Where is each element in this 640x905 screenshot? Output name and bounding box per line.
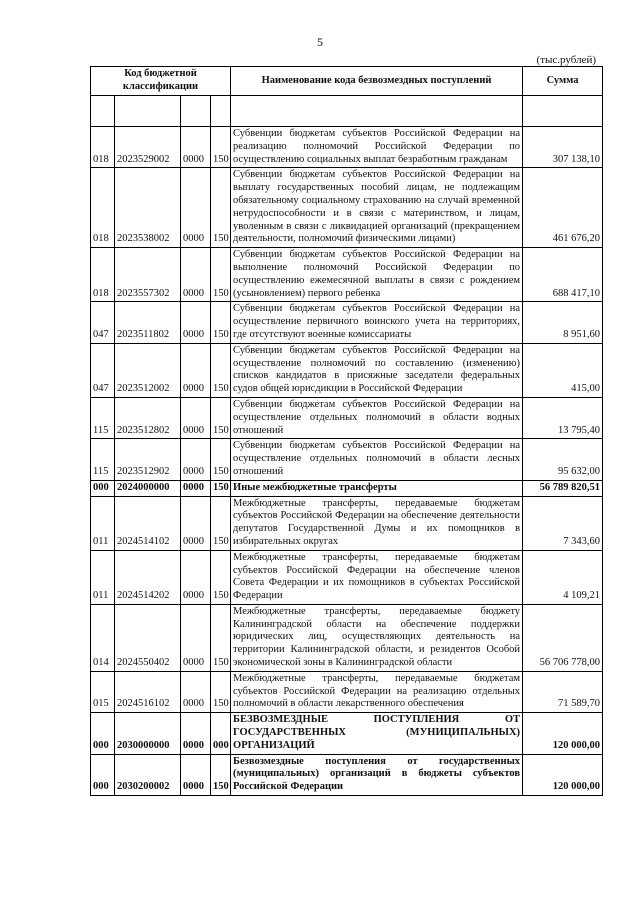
admin-code-cell: 047 [91,343,115,397]
program-code-cell: 0000 [181,671,211,712]
program-code-cell: 0000 [181,550,211,604]
type-code-cell: 2023511802 [115,302,181,343]
sum-cell: 688 417,10 [523,248,603,302]
admin-code-cell: 047 [91,302,115,343]
name-cell: Межбюджетные трансферты, передаваемые бюджетам субъектов Российской Федерации на обеспечение членов Совета Федерации и их помощников в субъектах Российской Федерации [231,550,523,604]
program-code-cell: 0000 [181,397,211,438]
type-code-cell: 2024550402 [115,604,181,671]
sum-cell: 8 951,60 [523,302,603,343]
name-cell: Межбюджетные трансферты, передаваемые бюджетам субъектов Российской Федерации на обеспечение деятельности депутатов Государственной Думы и их помощников в избирательных округах [231,496,523,550]
header-sum: Сумма [523,67,603,96]
program-code-cell: 0000 [181,127,211,168]
table-row [91,439,603,480]
sum-cell: 95 632,00 [523,439,603,480]
table-row [91,713,603,754]
admin-code-cell: 011 [91,550,115,604]
name-cell: Иные межбюджетные трансферты [231,480,523,496]
sum-cell: 120 000,00 [523,713,603,754]
type-code-cell: 2024514102 [115,496,181,550]
program-code-cell: 0000 [181,754,211,795]
table-row [91,480,603,496]
table-row [91,754,603,795]
admin-code-cell: 115 [91,439,115,480]
admin-code-cell: 018 [91,127,115,168]
type-code-cell: 2024516102 [115,671,181,712]
type-code-cell: 2023512902 [115,439,181,480]
type-code-cell: 2030200002 [115,754,181,795]
economic-code-cell: 150 [211,127,231,168]
table-row [91,343,603,397]
sum-cell: 56 789 820,51 [523,480,603,496]
header-name: Наименование кода безвозмездных поступлений [231,67,523,96]
sum-cell: 415,00 [523,343,603,397]
admin-code-cell: 115 [91,397,115,438]
economic-code-cell: 150 [211,248,231,302]
sum-cell: 4 109,21 [523,550,603,604]
program-code-cell: 0000 [181,713,211,754]
admin-code-cell: 000 [91,713,115,754]
admin-code-cell: 000 [91,754,115,795]
economic-code-cell: 150 [211,302,231,343]
program-code-cell: 0000 [181,496,211,550]
program-code-cell: 0000 [181,343,211,397]
table-row [91,248,603,302]
program-code-cell: 0000 [181,248,211,302]
economic-code-cell: 150 [211,671,231,712]
name-cell: Субвенции бюджетам субъектов Российской Федерации на выполнение полномочий Российской Федерации по осуществлению ежемесячной выплаты в связи с рождением (усыновлением) первого ребенка [231,248,523,302]
budget-table [90,66,603,796]
page-number: 5 [317,35,323,49]
table-row [91,302,603,343]
name-cell: Субвенции бюджетам субъектов Российской Федерации на осуществление первичного воинского учета на территориях, где отсутствуют военные комиссариаты [231,302,523,343]
type-code-cell: 2023529002 [115,127,181,168]
economic-code-cell: 150 [211,550,231,604]
admin-code-cell: 015 [91,671,115,712]
economic-code-cell: 150 [211,480,231,496]
name-cell: Субвенции бюджетам субъектов Российской Федерации на осуществление отдельных полномочий в области лесных отношений [231,439,523,480]
economic-code-cell: 150 [211,496,231,550]
economic-code-cell: 150 [211,397,231,438]
type-code-cell: 2023557302 [115,248,181,302]
name-cell: Межбюджетные трансферты, передаваемые бюджетам субъектов Российской Федерации на реализацию отдельных полномочий в области лекарственного обеспечения [231,671,523,712]
table-row [91,671,603,712]
sum-cell: 7 343,60 [523,496,603,550]
units-label: (тыс.рублей) [536,54,596,66]
program-code-cell: 0000 [181,439,211,480]
economic-code-cell: 150 [211,439,231,480]
economic-code-cell: 150 [211,168,231,248]
table-row [91,168,603,248]
admin-code-cell: 018 [91,248,115,302]
name-cell: Субвенции бюджетам субъектов Российской Федерации на осуществление полномочий по составлению (изменению) списков кандидатов в присяжные заседатели федеральных судов общей юрисдикции в Российской Федерации [231,343,523,397]
admin-code-cell: 011 [91,496,115,550]
program-code-cell: 0000 [181,168,211,248]
economic-code-cell: 150 [211,604,231,671]
type-code-cell: 2023512802 [115,397,181,438]
name-cell: БЕЗВОЗМЕЗДНЫЕ ПОСТУПЛЕНИЯ ОТ ГОСУДАРСТВЕННЫХ (МУНИЦИПАЛЬНЫХ) ОРГАНИЗАЦИЙ [231,713,523,754]
sum-cell: 56 706 778,00 [523,604,603,671]
program-code-cell: 0000 [181,480,211,496]
table-row [91,397,603,438]
name-cell: Субвенции бюджетам субъектов Российской Федерации на выплату государственных пособий лицам, не подлежащим обязательному социальному страхованию на случай временной нетрудоспособности и в связи с материнством, и лицам, уволенным в связи с ликвидацией организаций (прекращением деятельности, полномочий физическими лицами) [231,168,523,248]
sum-cell: 13 795,40 [523,397,603,438]
type-code-cell: 2023538002 [115,168,181,248]
name-cell: Безвозмездные поступления от государственных (муниципальных) организаций в бюджеты субъектов Российской Федерации [231,754,523,795]
name-cell: Субвенции бюджетам субъектов Российской Федерации на реализацию полномочий Российской Федерации по осуществлению социальных выплат безработным гражданам [231,127,523,168]
admin-code-cell: 014 [91,604,115,671]
type-code-cell: 2024000000 [115,480,181,496]
table-row [91,496,603,550]
admin-code-cell: 018 [91,168,115,248]
table-spacer-row [91,96,603,127]
economic-code-cell: 150 [211,754,231,795]
program-code-cell: 0000 [181,604,211,671]
admin-code-cell: 000 [91,480,115,496]
program-code-cell: 0000 [181,302,211,343]
sum-cell: 120 000,00 [523,754,603,795]
table-row [91,604,603,671]
sum-cell: 307 138,10 [523,127,603,168]
type-code-cell: 2023512002 [115,343,181,397]
table-header-row [91,67,603,96]
type-code-cell: 2024514202 [115,550,181,604]
sum-cell: 71 589,70 [523,671,603,712]
table-row [91,127,603,168]
economic-code-cell: 150 [211,343,231,397]
name-cell: Субвенции бюджетам субъектов Российской Федерации на осуществление отдельных полномочий в области водных отношений [231,397,523,438]
header-code: Код бюджетной классификации [91,67,231,96]
sum-cell: 461 676,20 [523,168,603,248]
economic-code-cell: 000 [211,713,231,754]
type-code-cell: 2030000000 [115,713,181,754]
table-body [91,96,603,796]
table-row [91,550,603,604]
name-cell: Межбюджетные трансферты, передаваемые бюджету Калининградской области на обеспечение поддержки юридических лиц, осуществляющих деятельность на территории Калининградской области, и резидентов Особой экономической зоны в Калининградской области [231,604,523,671]
